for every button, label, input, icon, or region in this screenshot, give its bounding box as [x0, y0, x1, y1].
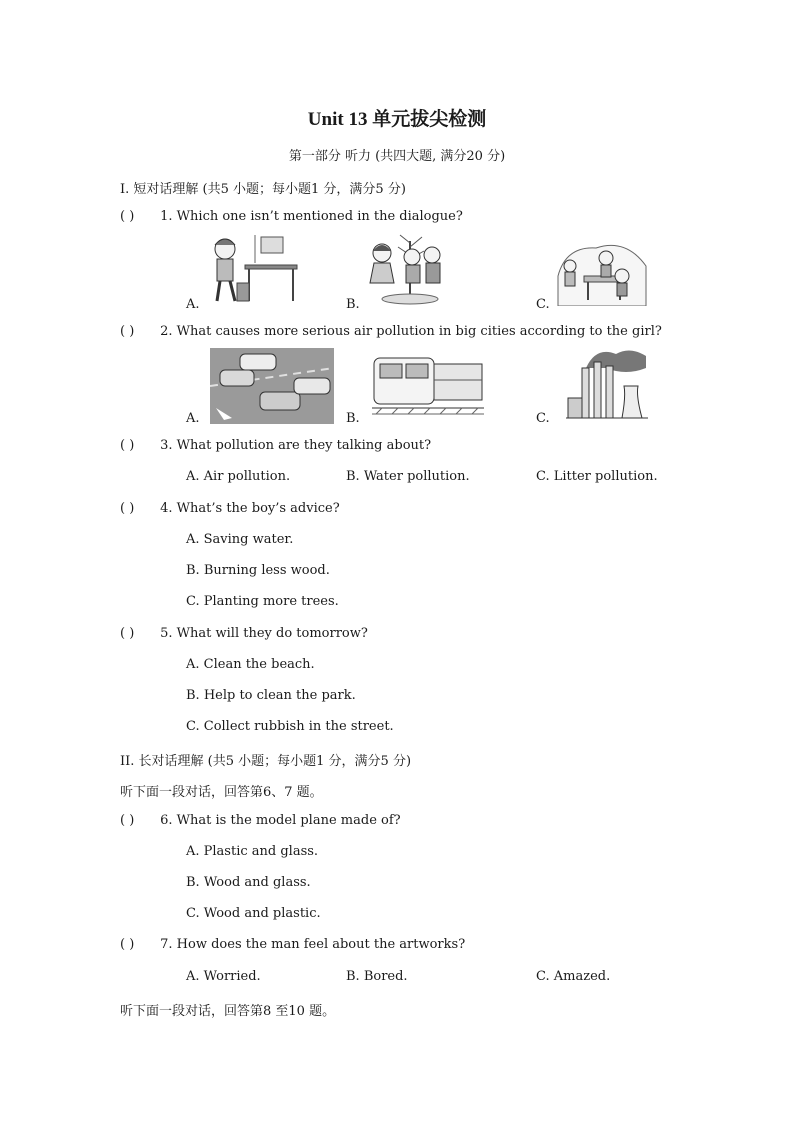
factory-chimneys-picture [566, 346, 648, 424]
q4-option-b: B. Burning less wood. [186, 563, 330, 578]
q1-option-c: C. [536, 297, 550, 312]
question-4 [120, 501, 340, 516]
answer-blank[interactable]: ( ) [120, 209, 135, 224]
question-text: 6. What is the model plane made of? [160, 813, 401, 828]
answer-blank[interactable]: ( ) [120, 438, 135, 453]
q5-option-a: A. Clean the beach. [186, 657, 315, 672]
question-text: 3. What pollution are they talking about? [160, 438, 432, 453]
q6-option-b: B. Wood and glass. [186, 875, 311, 890]
question-1 [120, 209, 463, 224]
q7-option-b: B. Bored. [346, 969, 408, 984]
q3-option-b: B. Water pollution. [346, 469, 470, 484]
question-3 [120, 438, 431, 453]
train-picture [372, 350, 484, 422]
children-in-park-picture [556, 236, 648, 306]
answer-blank[interactable]: ( ) [120, 501, 135, 516]
q4-option-c: C. Planting more trees. [186, 594, 339, 609]
question-text: 1. Which one isn’t mentioned in the dialogue? [160, 209, 463, 224]
q2-option-b: B. [346, 411, 360, 426]
q7-option-a: A. Worried. [186, 969, 261, 984]
q2-option-a: A. [186, 411, 200, 426]
q6-option-a: A. Plastic and glass. [186, 844, 319, 859]
traffic-cars-picture [210, 348, 334, 424]
q7-option-c: C. Amazed. [536, 969, 611, 984]
question-text: 5. What will they do tomorrow? [160, 626, 368, 641]
section-2-heading: II. 长对话理解 (共5 小题；每小题1 分，满分5 分) [120, 754, 412, 769]
question-2 [120, 324, 662, 339]
q1-option-a: A. [186, 297, 200, 312]
part-subtitle: 第一部分 听力 (共四大题, 满分20 分) [288, 149, 506, 164]
boy-at-desk-picture [205, 233, 300, 305]
q3-option-a: A. Air pollution. [186, 469, 291, 484]
q4-option-a: A. Saving water. [186, 532, 294, 547]
question-text: 4. What’s the boy’s advice? [160, 501, 340, 516]
q1-option-b: B. [346, 297, 360, 312]
section-2-instruction-1: 听下面一段对话，回答第6、7 题。 [120, 785, 323, 800]
answer-blank[interactable]: ( ) [120, 626, 135, 641]
q5-option-b: B. Help to clean the park. [186, 688, 356, 703]
question-6 [120, 813, 401, 828]
answer-blank[interactable]: ( ) [120, 937, 135, 952]
answer-blank[interactable]: ( ) [120, 813, 135, 828]
question-7 [120, 937, 465, 952]
children-planting-tree-picture [364, 233, 454, 305]
q5-option-c: C. Collect rubbish in the street. [186, 719, 394, 734]
q3-option-c: C. Litter pollution. [536, 469, 658, 484]
q6-option-c: C. Wood and plastic. [186, 906, 321, 921]
question-5 [120, 626, 368, 641]
section-1-heading: I. 短对话理解 (共5 小题；每小题1 分，满分5 分) [120, 182, 406, 197]
page-title: Unit 13 单元拔尖检测 [307, 109, 487, 130]
question-text: 2. What causes more serious air pollution in big cities according to the girl? [160, 324, 662, 339]
answer-blank[interactable]: ( ) [120, 324, 135, 339]
section-2-instruction-2: 听下面一段对话，回答第8 至10 题。 [120, 1004, 336, 1019]
question-text: 7. How does the man feel about the artworks? [160, 937, 466, 952]
q2-option-c: C. [536, 411, 550, 426]
